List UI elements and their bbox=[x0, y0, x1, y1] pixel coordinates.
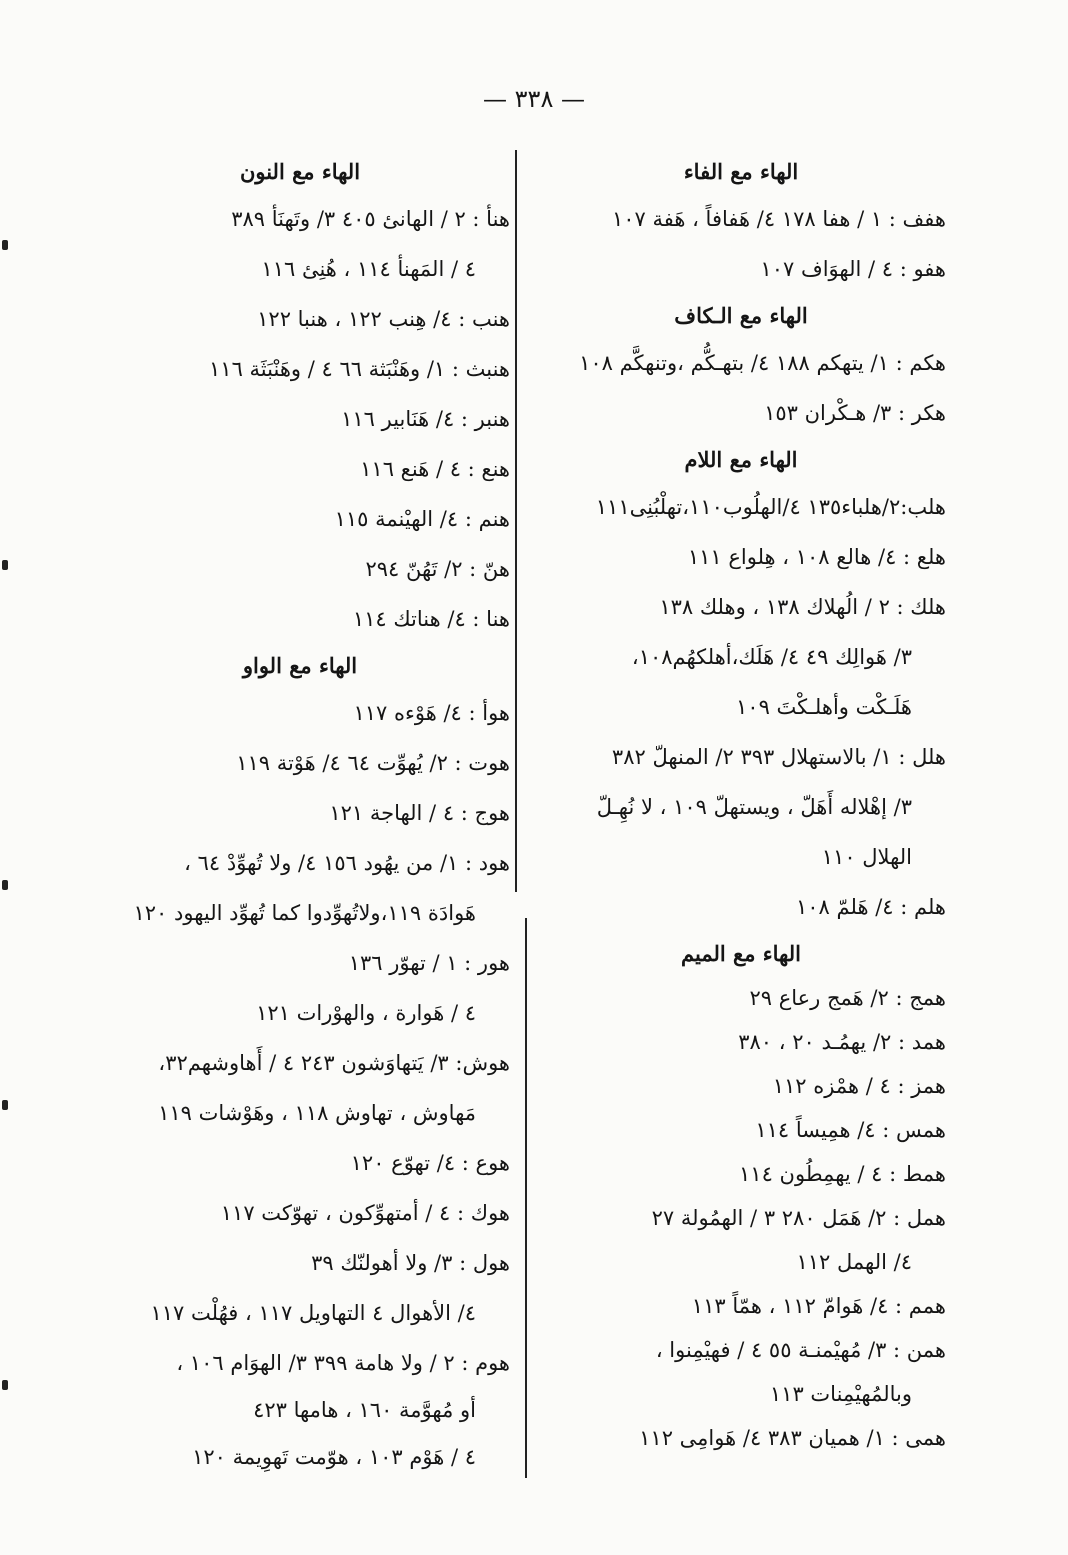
index-entry: هور : ١ / تهوّر ١٣٦ bbox=[348, 951, 510, 975]
index-entry: هود : ١/ من يهُود ١٥٦ ٤/ ولا تُهوِّدْ ٦٤ ، bbox=[184, 851, 510, 875]
index-entry: هول : ٣/ ولا أهولنّك ٣٩ bbox=[311, 1251, 510, 1275]
index-entry-continuation: ٤ / هَوْم ١٠٣ ، هوّمت تَهوِيمة ١٢٠ bbox=[192, 1445, 476, 1469]
index-entry: هوع : ٤/ تهوّع ١٢٠ bbox=[350, 1151, 510, 1175]
index-entry: همن : ٣/ مُهيْمنـة ٥٥ ٤ / فهيْمِنوا ، bbox=[655, 1338, 946, 1362]
index-entry: هنبر : ٤/ هَنَابير ١١٦ bbox=[341, 407, 510, 431]
section-heading: الهاء مع الـكاف bbox=[674, 303, 808, 328]
index-entry: هوأ : ٤/ هَوْءه ١١٧ bbox=[353, 701, 510, 725]
index-entry: هوم : ٢ / ولا هامة ٣٩٩ ٣/ الهوَام ١٠٦ ، bbox=[176, 1351, 510, 1375]
index-entry-continuation: ٣/ هَوالِك ٤٩ ٤/ هَلَك،أهلكهُم١٠٨، bbox=[631, 645, 912, 669]
index-entry: همى : ١/ هميان ٣٨٣ ٤/ هَوامِى ١١٢ bbox=[639, 1426, 946, 1450]
index-entry: هلك : ٢ / الُهلاك ١٣٨ ، وهلك ١٣٨ bbox=[659, 595, 946, 619]
index-entry-continuation: ٤ / المَهنأ ١١٤ ، هُنِئ ١١٦ bbox=[261, 257, 476, 281]
index-entry-continuation: هَوادَة ١١٩،ولاتُهوِّدوا كما تُهوِّد اليهود ١٢٠ bbox=[133, 901, 476, 925]
index-entry: هفو : ٤ / الهوَاف ١٠٧ bbox=[760, 257, 946, 281]
index-column-left bbox=[90, 150, 510, 1482]
page-number: — ٣٣٨ — bbox=[483, 85, 585, 113]
index-entry: هنم : ٤/ الهيْنمة ١١٥ bbox=[334, 507, 510, 531]
column-divider-bottom bbox=[525, 918, 527, 1478]
index-entry-continuation: الهلال ١١٠ bbox=[821, 845, 912, 869]
index-entry: هنب : ٤/ هِنب ١٢٢ ، هنبا ١٢٢ bbox=[257, 307, 510, 331]
index-entry: همج : ٢/ هَمج رعاع ٢٩ bbox=[749, 986, 946, 1010]
index-entry: هلع : ٤/ هالع ١٠٨ ، هِلواع ١١١ bbox=[687, 545, 946, 569]
index-entry: همد : ٢/ يهمُـد ٢٠ ، ٣٨٠ bbox=[738, 1030, 946, 1054]
section-heading: الهاء مع اللام bbox=[684, 447, 798, 472]
index-entry: هلم : ٤/ هَلمّ ١٠٨ bbox=[796, 895, 946, 919]
index-entry: هنأ : ٢ / الهانئ ٤٠٥ ٣/ وتَهنَأ ٣٨٩ bbox=[231, 207, 510, 231]
index-entry: هكم : ١/ يتهكم ١٨٨ ٤/ بتهـكُّم ،وتنهكَّم ١٠٨ bbox=[579, 351, 946, 375]
index-entry: هنّ : ٢/ تَهُنّ ٢٩٤ bbox=[365, 557, 510, 581]
index-entry: هنبث : ١/ وهَنْبَثة ٦٦ ٤ / وهَنْبَثَة ١١٦ bbox=[209, 357, 510, 381]
scan-edge-mark bbox=[2, 240, 8, 250]
index-entry: هوك : ٤ / أمتهوِّكون ، تهوّكت ١١٧ bbox=[220, 1201, 510, 1225]
index-entry-continuation: ٤/ الأهوال ٤ التهاويل ١١٧ ، فهُلْت ١١٧ bbox=[150, 1301, 476, 1325]
index-entry: همط : ٤ / يهمِطُون ١١٤ bbox=[739, 1162, 946, 1186]
index-entry: هوت : ٢/ يُهوِّت ٦٤ ٤/ هَوْتة ١١٩ bbox=[236, 751, 510, 775]
index-entry-continuation: ٤ / هَوارة ، والهوْرات ١٢١ bbox=[256, 1001, 476, 1025]
section-heading: الهاء مع النون bbox=[239, 159, 361, 184]
index-entry: هنع : ٤ / هَنع ١١٦ bbox=[360, 457, 510, 481]
column-divider-top bbox=[515, 150, 517, 892]
index-entry: همس : ٤/ همِيساً ١١٤ bbox=[755, 1118, 946, 1142]
scan-edge-mark bbox=[2, 560, 8, 570]
index-entry: هكر : ٣/ هـكْران ١٥٣ bbox=[764, 401, 946, 425]
index-entry-continuation: أو مُهوَّمة ١٦٠ ، هامها ٤٢٣ bbox=[253, 1398, 476, 1422]
section-heading: الهاء مع الواو bbox=[242, 653, 358, 678]
index-entry: همز : ٤ / همْزه ١١٢ bbox=[772, 1074, 946, 1098]
index-entry: هنا : ٤/ هناتك ١١٤ bbox=[352, 607, 510, 631]
index-entry-continuation: هَلَـكْت وأهلـكْتَ ١٠٩ bbox=[736, 695, 912, 719]
index-entry-continuation: مَهاوش ، تهاوش ١١٨ ، وهَوْشات ١١٩ bbox=[158, 1101, 476, 1125]
index-entry-continuation: وبالمُهيْمِنات ١١٣ bbox=[769, 1382, 912, 1406]
scan-edge-mark bbox=[2, 1380, 8, 1390]
index-entry: هوج : ٤ / الهاجة ١٢١ bbox=[329, 801, 510, 825]
index-entry-continuation: ٤/ الهمل ١١٢ bbox=[796, 1250, 912, 1274]
index-column-right bbox=[536, 150, 946, 1460]
index-entry: هلل : ١/ بالاستهلال ٣٩٣ ٢/ المنهلّ ٣٨٢ bbox=[611, 745, 946, 769]
scan-edge-mark bbox=[2, 880, 8, 890]
section-heading: الهاء مع الفاء bbox=[683, 159, 799, 184]
section-heading: الهاء مع الميم bbox=[681, 941, 801, 966]
index-entry-continuation: ٣/ إهْلاله أَهَلّ ، ويستهلّ ١٠٩ ، لا نُهِـلّ bbox=[596, 795, 912, 819]
index-entry: هفف : ١ / هفا ١٧٨ ٤/ هَفافاً ، هَفة ١٠٧ bbox=[611, 207, 946, 231]
index-entry: همم : ٤/ هَوامّ ١١٢ ، همّاً ١١٣ bbox=[691, 1294, 946, 1318]
index-entry: هلب:٢/هلباء١٣٥ ٤/الهلُوب١١٠،تهلْبُنِى١١١ bbox=[595, 495, 946, 519]
index-entry: هوش: ٣/ يَتهاوَشون ٢٤٣ ٤ / أَهاوشهم٣٢، bbox=[158, 1051, 510, 1075]
index-entry: همل : ٢/ هَمَل ٢٨٠ ٣ / الهمُولة ٢٧ bbox=[651, 1206, 946, 1230]
scan-edge-mark bbox=[2, 1100, 8, 1110]
